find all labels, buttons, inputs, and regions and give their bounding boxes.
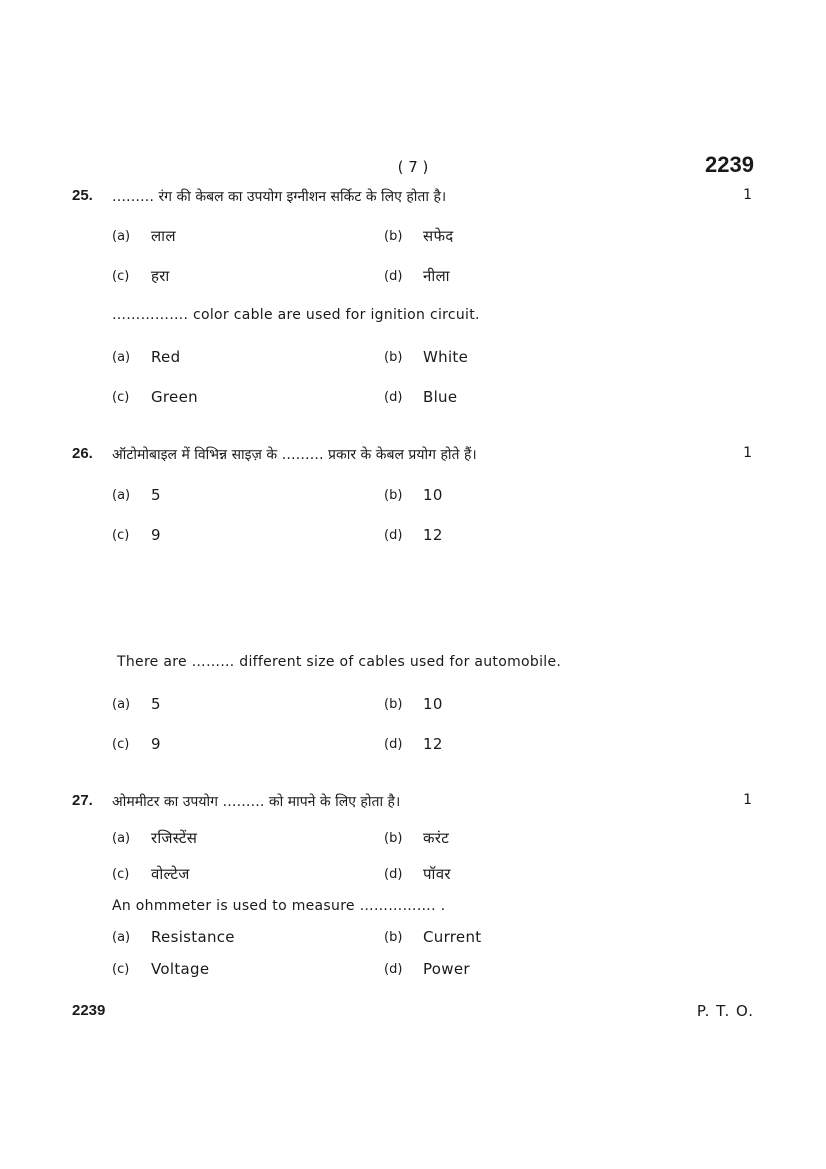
question-number: 25. [72, 187, 93, 204]
option-label: (a) [112, 229, 131, 244]
option-label: (a) [112, 488, 131, 503]
question-text-hindi: ओममीटर का उपयोग ……… को मापने के लिए होता है। [112, 794, 401, 810]
option-label: (b) [384, 350, 403, 365]
option-text: हरा [151, 267, 170, 285]
option-text: पॉवर [423, 865, 451, 883]
option-text: 10 [423, 486, 443, 504]
option-text: 12 [423, 735, 443, 753]
option-label: (d) [384, 867, 403, 882]
footer-paper-code: 2239 [72, 1002, 106, 1019]
option-label: (c) [112, 269, 130, 284]
option-text: Resistance [151, 928, 235, 946]
option-label: (c) [112, 962, 130, 977]
question-number: 27. [72, 792, 93, 809]
option-text: वोल्टेज [151, 865, 190, 883]
option-text: 5 [151, 486, 161, 504]
option-label: (d) [384, 269, 403, 284]
option-text: White [423, 348, 469, 366]
option-label: (d) [384, 737, 403, 752]
question-marks: 1 [743, 445, 752, 461]
option-text: लाल [151, 227, 176, 245]
question-text-english: There are ……… different size of cables used for automobile. [117, 654, 562, 670]
option-text: 9 [151, 735, 161, 753]
question-text-english: An ohmmeter is used to measure ……………. . [112, 898, 446, 914]
option-label: (c) [112, 528, 130, 543]
option-label: (c) [112, 390, 130, 405]
option-text: Voltage [151, 960, 210, 978]
please-turn-over: P. T. O. [696, 1002, 754, 1020]
option-text: Green [151, 388, 198, 406]
option-label: (b) [384, 229, 403, 244]
option-text: 10 [423, 695, 443, 713]
option-label: (d) [384, 390, 403, 405]
option-text: 12 [423, 526, 443, 544]
option-text: 9 [151, 526, 161, 544]
question-marks: 1 [743, 187, 752, 203]
option-label: (b) [384, 697, 403, 712]
option-label: (c) [112, 867, 130, 882]
option-text: Blue [423, 388, 458, 406]
option-text: Red [151, 348, 181, 366]
question-text-english: ……………. color cable are used for ignition circuit. [112, 307, 480, 323]
option-text: Current [423, 928, 482, 946]
option-text: नीला [423, 267, 450, 285]
option-label: (d) [384, 528, 403, 543]
option-text: सफेद [423, 227, 454, 245]
option-label: (a) [112, 831, 131, 846]
option-label: (b) [384, 831, 403, 846]
option-label: (c) [112, 737, 130, 752]
option-text: रजिस्टेंस [151, 829, 198, 847]
question-marks: 1 [743, 792, 752, 808]
option-label: (d) [384, 962, 403, 977]
question-text-hindi: ……… रंग की केबल का उपयोग इग्नीशन सर्किट के लिए होता है। [112, 189, 447, 205]
paper-code: 2239 [705, 152, 754, 177]
question-text-hindi: ऑटोमोबाइल में विभिन्न साइज़ के ……… प्रकार के केबल प्रयोग होते हैं। [112, 447, 477, 463]
page-number: ( 7 ) [397, 158, 429, 176]
question-number: 26. [72, 445, 93, 462]
option-text: Power [423, 960, 470, 978]
option-text: 5 [151, 695, 161, 713]
option-text: करंट [423, 829, 450, 847]
option-label: (a) [112, 350, 131, 365]
option-label: (b) [384, 930, 403, 945]
option-label: (a) [112, 697, 131, 712]
option-label: (a) [112, 930, 131, 945]
option-label: (b) [384, 488, 403, 503]
